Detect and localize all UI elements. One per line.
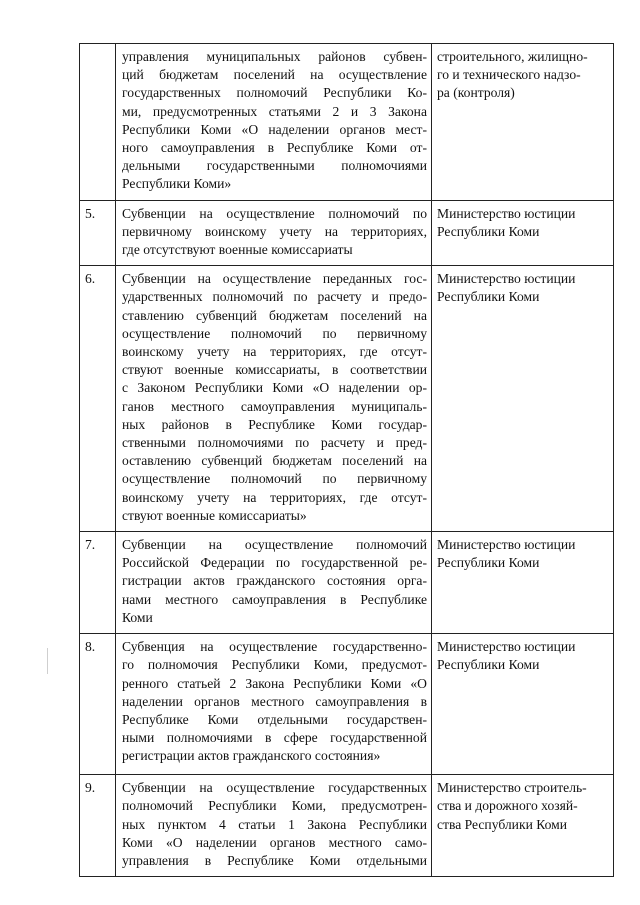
description-line: Субвенции на осуществление государственных xyxy=(122,780,427,796)
table-row xyxy=(80,266,614,532)
row-number: 5. xyxy=(80,200,116,266)
ministry-line: ства и дорожного хозяй- xyxy=(437,798,578,814)
table-row xyxy=(80,44,614,201)
responsible-ministry xyxy=(432,44,614,201)
description-line: оставлению субвенций бюджетам поселений на xyxy=(122,453,427,469)
responsible-ministry xyxy=(432,200,614,266)
description-line: ного самоуправления в Республике Коми от- xyxy=(122,140,427,156)
row-number: 8. xyxy=(80,634,116,775)
description-line: ставлению субвенций бюджетам поселений на xyxy=(122,307,427,323)
responsible-ministry xyxy=(432,532,614,634)
subvention-description xyxy=(116,266,432,532)
description-line: нами местного самоуправления в Республике xyxy=(122,591,427,607)
ministry-line: Республики Коми xyxy=(437,223,540,239)
ministry-line: Министерство юстиции xyxy=(437,639,576,655)
subventions-table xyxy=(79,43,614,877)
description-line: ми, предусмотренных статьями 2 и 3 Закона xyxy=(122,103,427,119)
row-number: 9. xyxy=(80,775,116,877)
ministry-line: Республики Коми xyxy=(437,289,540,305)
ministry-line: строительного, жилищно- xyxy=(437,49,588,64)
ministry-line: Министерство юстиции xyxy=(437,271,576,287)
description-line: государственных полномочий Республики Ко- xyxy=(122,85,427,101)
description-line: управления в Республике Коми отдельными xyxy=(122,852,427,868)
subvention-description xyxy=(116,532,432,634)
row-number xyxy=(80,44,116,201)
subvention-description xyxy=(116,200,432,266)
description-line: Коми xyxy=(122,609,153,625)
ministry-line: Республики Коми xyxy=(437,555,540,571)
row-number: 6. xyxy=(80,266,116,532)
description-line: ствуют военные комиссариаты, в соответствии xyxy=(122,362,427,378)
description-line: ганов местного самоуправления муниципаль- xyxy=(122,398,427,414)
ministry-line: Министерство строитель- xyxy=(437,780,587,796)
ministry-line: го и технического надзо- xyxy=(437,67,581,83)
table-row xyxy=(80,532,614,634)
responsible-ministry xyxy=(432,775,614,877)
description-line: Российской Федерации по государственной ре- xyxy=(122,555,427,571)
responsible-ministry xyxy=(432,266,614,532)
description-line: Республики Коми» xyxy=(122,176,232,192)
description-line: наделении органов местного самоуправления в xyxy=(122,693,427,709)
table-row xyxy=(80,634,614,775)
ministry-line: Министерство юстиции xyxy=(437,205,576,221)
table-body xyxy=(80,44,614,877)
description-line: полномочий Республики Коми, предусмотрен- xyxy=(122,798,427,814)
description-line: Республики Коми «О наделении органов мест- xyxy=(122,121,427,137)
description-line: Субвенция на осуществление государственно- xyxy=(122,639,427,655)
description-line: воинскому учету на территориях, где отсут- xyxy=(122,489,427,505)
description-line: Республике Коми отдельными государствен- xyxy=(122,711,427,727)
description-line: Субвенции на осуществление полномочий xyxy=(122,537,427,553)
description-line: Субвенции на осуществление полномочий по xyxy=(122,205,427,221)
table-row xyxy=(80,200,614,266)
description-line: ренного статьей 2 Закона Республики Коми «О xyxy=(122,675,427,691)
description-line: го полномочия Республики Коми, предусмот- xyxy=(122,657,427,673)
description-line: Коми «О наделении органов местного само- xyxy=(122,834,427,850)
description-line: осуществление полномочий по первичному xyxy=(122,325,427,341)
description-line: Субвенции на осуществление переданных гос- xyxy=(122,271,427,287)
ministry-line: ра (контроля) xyxy=(437,85,515,101)
ministry-line: ства Республики Коми xyxy=(437,816,568,832)
row-number: 7. xyxy=(80,532,116,634)
description-line: гистрации актов гражданского состояния орга- xyxy=(122,573,427,589)
description-line: осуществление полномочий по первичному xyxy=(122,471,427,487)
description-line: где отсутствуют военные комиссариаты xyxy=(122,242,353,258)
description-line: дельными государственными полномочиями xyxy=(122,158,427,174)
ministry-line: Республики Коми xyxy=(437,657,540,673)
description-line: ных пунктом 4 статьи 1 Закона Республики xyxy=(122,816,427,832)
subvention-description xyxy=(116,775,432,877)
description-line: ных районов в Республике Коми государ- xyxy=(122,416,427,432)
margin-mark xyxy=(47,648,48,674)
responsible-ministry xyxy=(432,634,614,775)
subvention-description xyxy=(116,44,432,201)
description-line: первичному воинскому учету на территориях, xyxy=(122,223,427,239)
description-line: с Законом Республики Коми «О наделении ор- xyxy=(122,380,427,396)
description-line: управления муниципальных районов субвен- xyxy=(122,49,427,64)
description-line: регистрации актов гражданского состояния» xyxy=(122,748,381,764)
description-line: ными полномочиями в сфере государственной xyxy=(122,730,427,746)
description-line: воинскому учету на территориях, где отсут- xyxy=(122,344,427,360)
description-line: ций бюджетам поселений на осуществление xyxy=(122,67,427,83)
table-row xyxy=(80,775,614,877)
description-line: ственными полномочиями по расчету и пред- xyxy=(122,435,427,451)
ministry-line: Министерство юстиции xyxy=(437,537,576,553)
subvention-description xyxy=(116,634,432,775)
description-line: ударственных полномочий по расчету и предо- xyxy=(122,289,427,305)
description-line: ствуют военные комиссариаты» xyxy=(122,507,307,523)
